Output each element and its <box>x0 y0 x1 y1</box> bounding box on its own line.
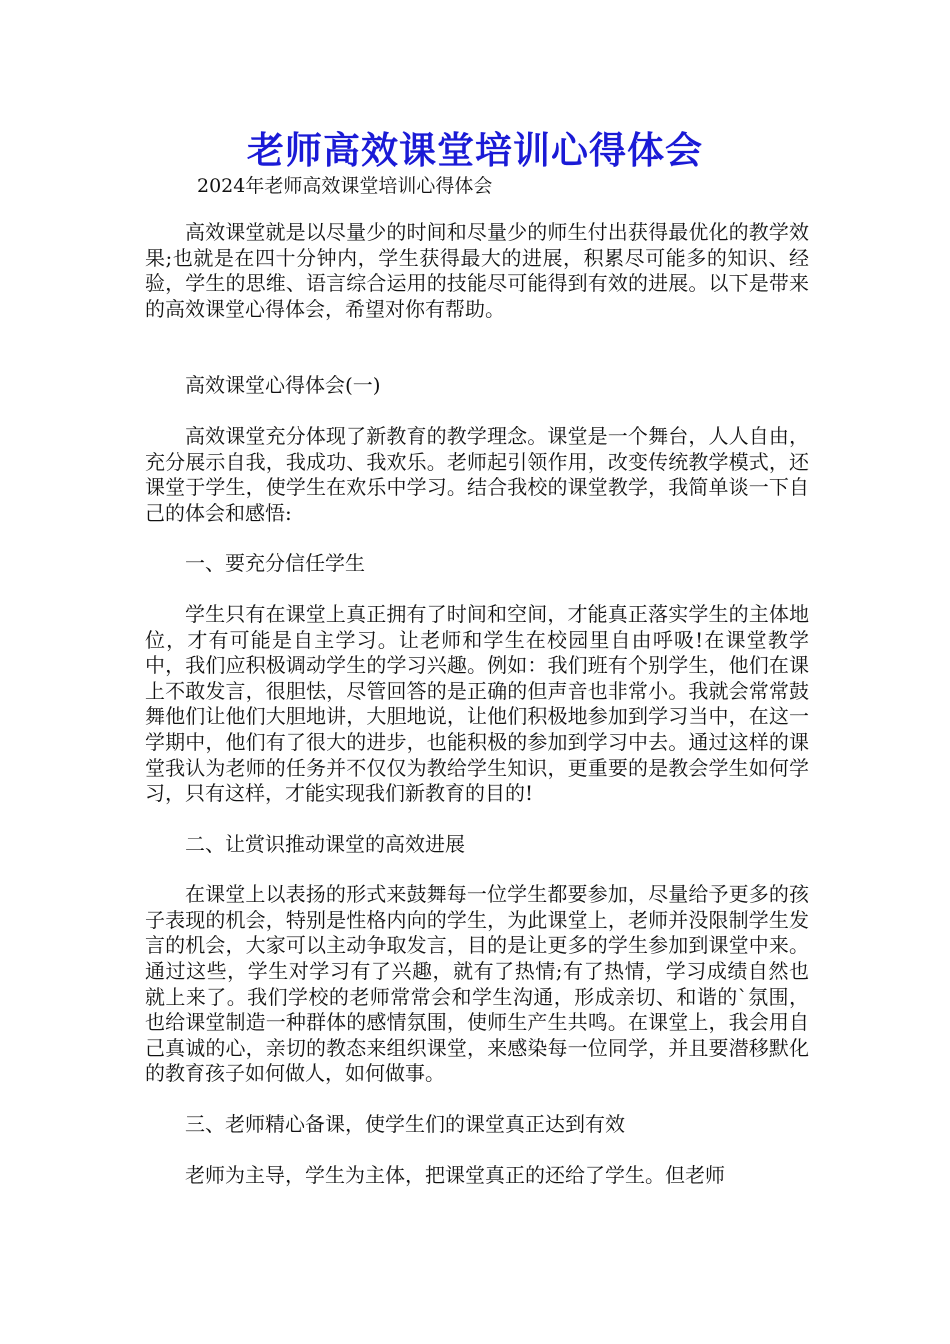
spacer <box>145 399 809 424</box>
section-title: 高效课堂心得体会(一) <box>185 373 381 398</box>
intro-paragraph: 高效课堂就是以尽量少的时间和尽量少的师生付出获得最优化的教学效果;也就是在四十分钟内，学生获得最大的进展，积累尽可能多的知识、经验，学生的思维、语言综合运用的技能尽可能得到有效的进展。以下是带来的高效课堂心得体会，希望对你有帮助。 <box>145 220 809 321</box>
spacer <box>145 526 809 551</box>
spacer <box>145 807 809 832</box>
section-intro-paragraph: 高效课堂充分体现了新教育的教学理念。课堂是一个舞台，人人自由，充分展示自我，我成功、我欢乐。老师起引领作用，改变传统教学模式，还课堂于学生，使学生在欢乐中学习。结合我校的课堂教学，我简单谈一下自己的体会和感悟: <box>145 423 809 525</box>
document-subtitle: 2024年老师高效课堂培训心得体会 <box>197 175 493 197</box>
spacer <box>145 322 809 373</box>
point2-paragraph: 在课堂上以表扬的形式来鼓舞每一位学生都要参加，尽量给予更多的孩子表现的机会，特别是性格内向的学生，为此课堂上，老师并没限制学生发言的机会，大家可以主动争取发言，目的是让更多的学生参加到课堂中来。通过这些，学生对学习有了兴趣，就有了热情;有了热情，学习成绩自然也就上来了。我们学校的老师常常会和学生沟通，形成亲切、和谐的`氛围，也给课堂制造一种群体的感情氛围，使师生产生共鸣。在课堂上，我会用自己真诚的心，亲切的教态来组织课堂，来感染每一位同学，并且要潜移默化的教育孩子如何做人，如何做事。 <box>145 882 809 1086</box>
spacer <box>145 1087 809 1112</box>
document-title: 老师高效课堂培训心得体会 <box>247 128 703 172</box>
document-body <box>145 220 809 1188</box>
point3-heading: 三、老师精心备课，使学生们的课堂真正达到有效 <box>185 1112 625 1137</box>
spacer <box>145 1138 809 1163</box>
point3-paragraph: 老师为主导，学生为主体，把课堂真正的还给了学生。但老师 <box>185 1162 725 1187</box>
point1-heading: 一、要充分信任学生 <box>185 551 365 576</box>
spacer <box>145 857 809 882</box>
point1-paragraph: 学生只有在课堂上真正拥有了时间和空间，才能真正落实学生的主体地位，才有可能是自主学习。让老师和学生在校园里自由呼吸!在课堂教学中，我们应积极调动学生的学习兴趣。例如：我们班有个别学生，他们在课上不敢发言，很胆怯，尽管回答的是正确的但声音也非常小。我就会常常鼓舞他们让他们大胆地讲，大胆地说，让他们积极地参加到学习当中，在这一学期中，他们有了很大的进步，也能积极的参加到学习中去。通过这样的课堂我认为老师的任务并不仅仅为教给学生知识，更重要的是教会学生如何学习，只有这样，才能实现我们新教育的目的! <box>145 601 809 806</box>
point2-heading: 二、让赏识推动课堂的高效进展 <box>185 831 465 856</box>
spacer <box>145 577 809 602</box>
